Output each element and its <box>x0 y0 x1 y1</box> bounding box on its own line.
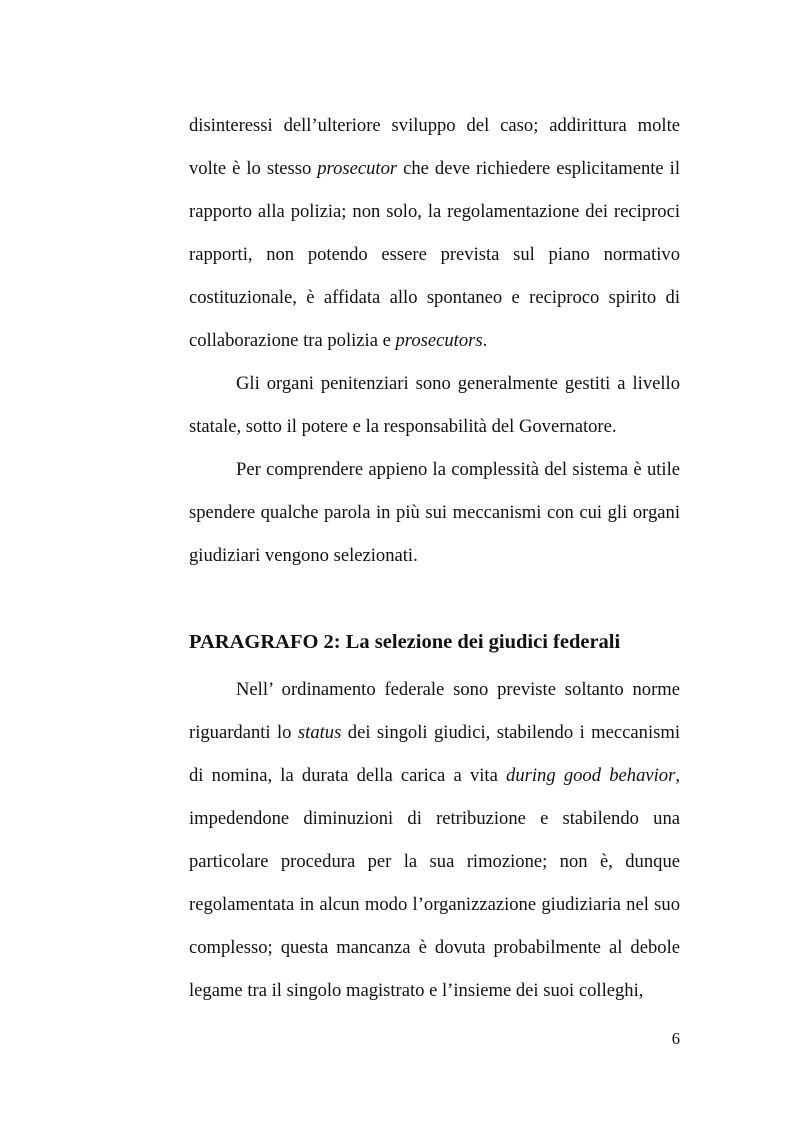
italic-term: status <box>297 722 342 743</box>
paragraph-federal-judges <box>189 668 680 1012</box>
section-1-body <box>189 104 680 577</box>
paragraph-text: Nell’ ordinamento federale sono previste soltanto norme riguardanti lo <box>189 679 680 743</box>
paragraph-police-prosecutors <box>189 104 680 362</box>
paragraph-text: che deve richiedere esplicitamente il rapporto alla polizia; non solo, la regolamentazione dei reciproci rapporti, non potendo essere prevista sul piano normativo costituzionale, è affidata allo spontaneo e reciproco spirito di collaborazione tra polizia e <box>189 158 680 351</box>
italic-term: prosecutor <box>317 158 398 179</box>
italic-term: during good behavior <box>506 765 676 786</box>
paragraph-text: dei singoli giudici, stabilendo i meccanismi di nomina, la durata della carica a vita <box>189 722 680 786</box>
section-heading: PARAGRAFO 2: La selezione dei giudici federali <box>189 631 621 653</box>
paragraph-text: , impedendone diminuzioni di retribuzione e stabilendo una particolare procedura per la sua rimozione; non è, dunque regolamentata in alcun modo l’organizzazione giudiziaria nel suo complesso; questa mancanza è dovuta probabilmente al debole legame tra il singolo magistrato e l’insieme dei suoi colleghi, <box>189 765 680 1001</box>
paragraph-text: disinteressi dell’ulteriore sviluppo del caso; addirittura molte volte è lo stesso <box>189 115 680 179</box>
section-2-body <box>189 668 680 1012</box>
page-number: 6 <box>671 1029 680 1048</box>
paragraph-penitentiary: Gli organi penitenziari sono generalmente gestiti a livello statale, sotto il potere e la responsabilità del Governatore. <box>189 373 680 437</box>
italic-term: prosecutors <box>395 330 483 351</box>
paragraph-system-complexity: Per comprendere appieno la complessità del sistema è utile spendere qualche parola in più sui meccanismi con cui gli organi giudiziari vengono selezionati. <box>189 459 680 566</box>
paragraph-text: . <box>482 330 488 351</box>
